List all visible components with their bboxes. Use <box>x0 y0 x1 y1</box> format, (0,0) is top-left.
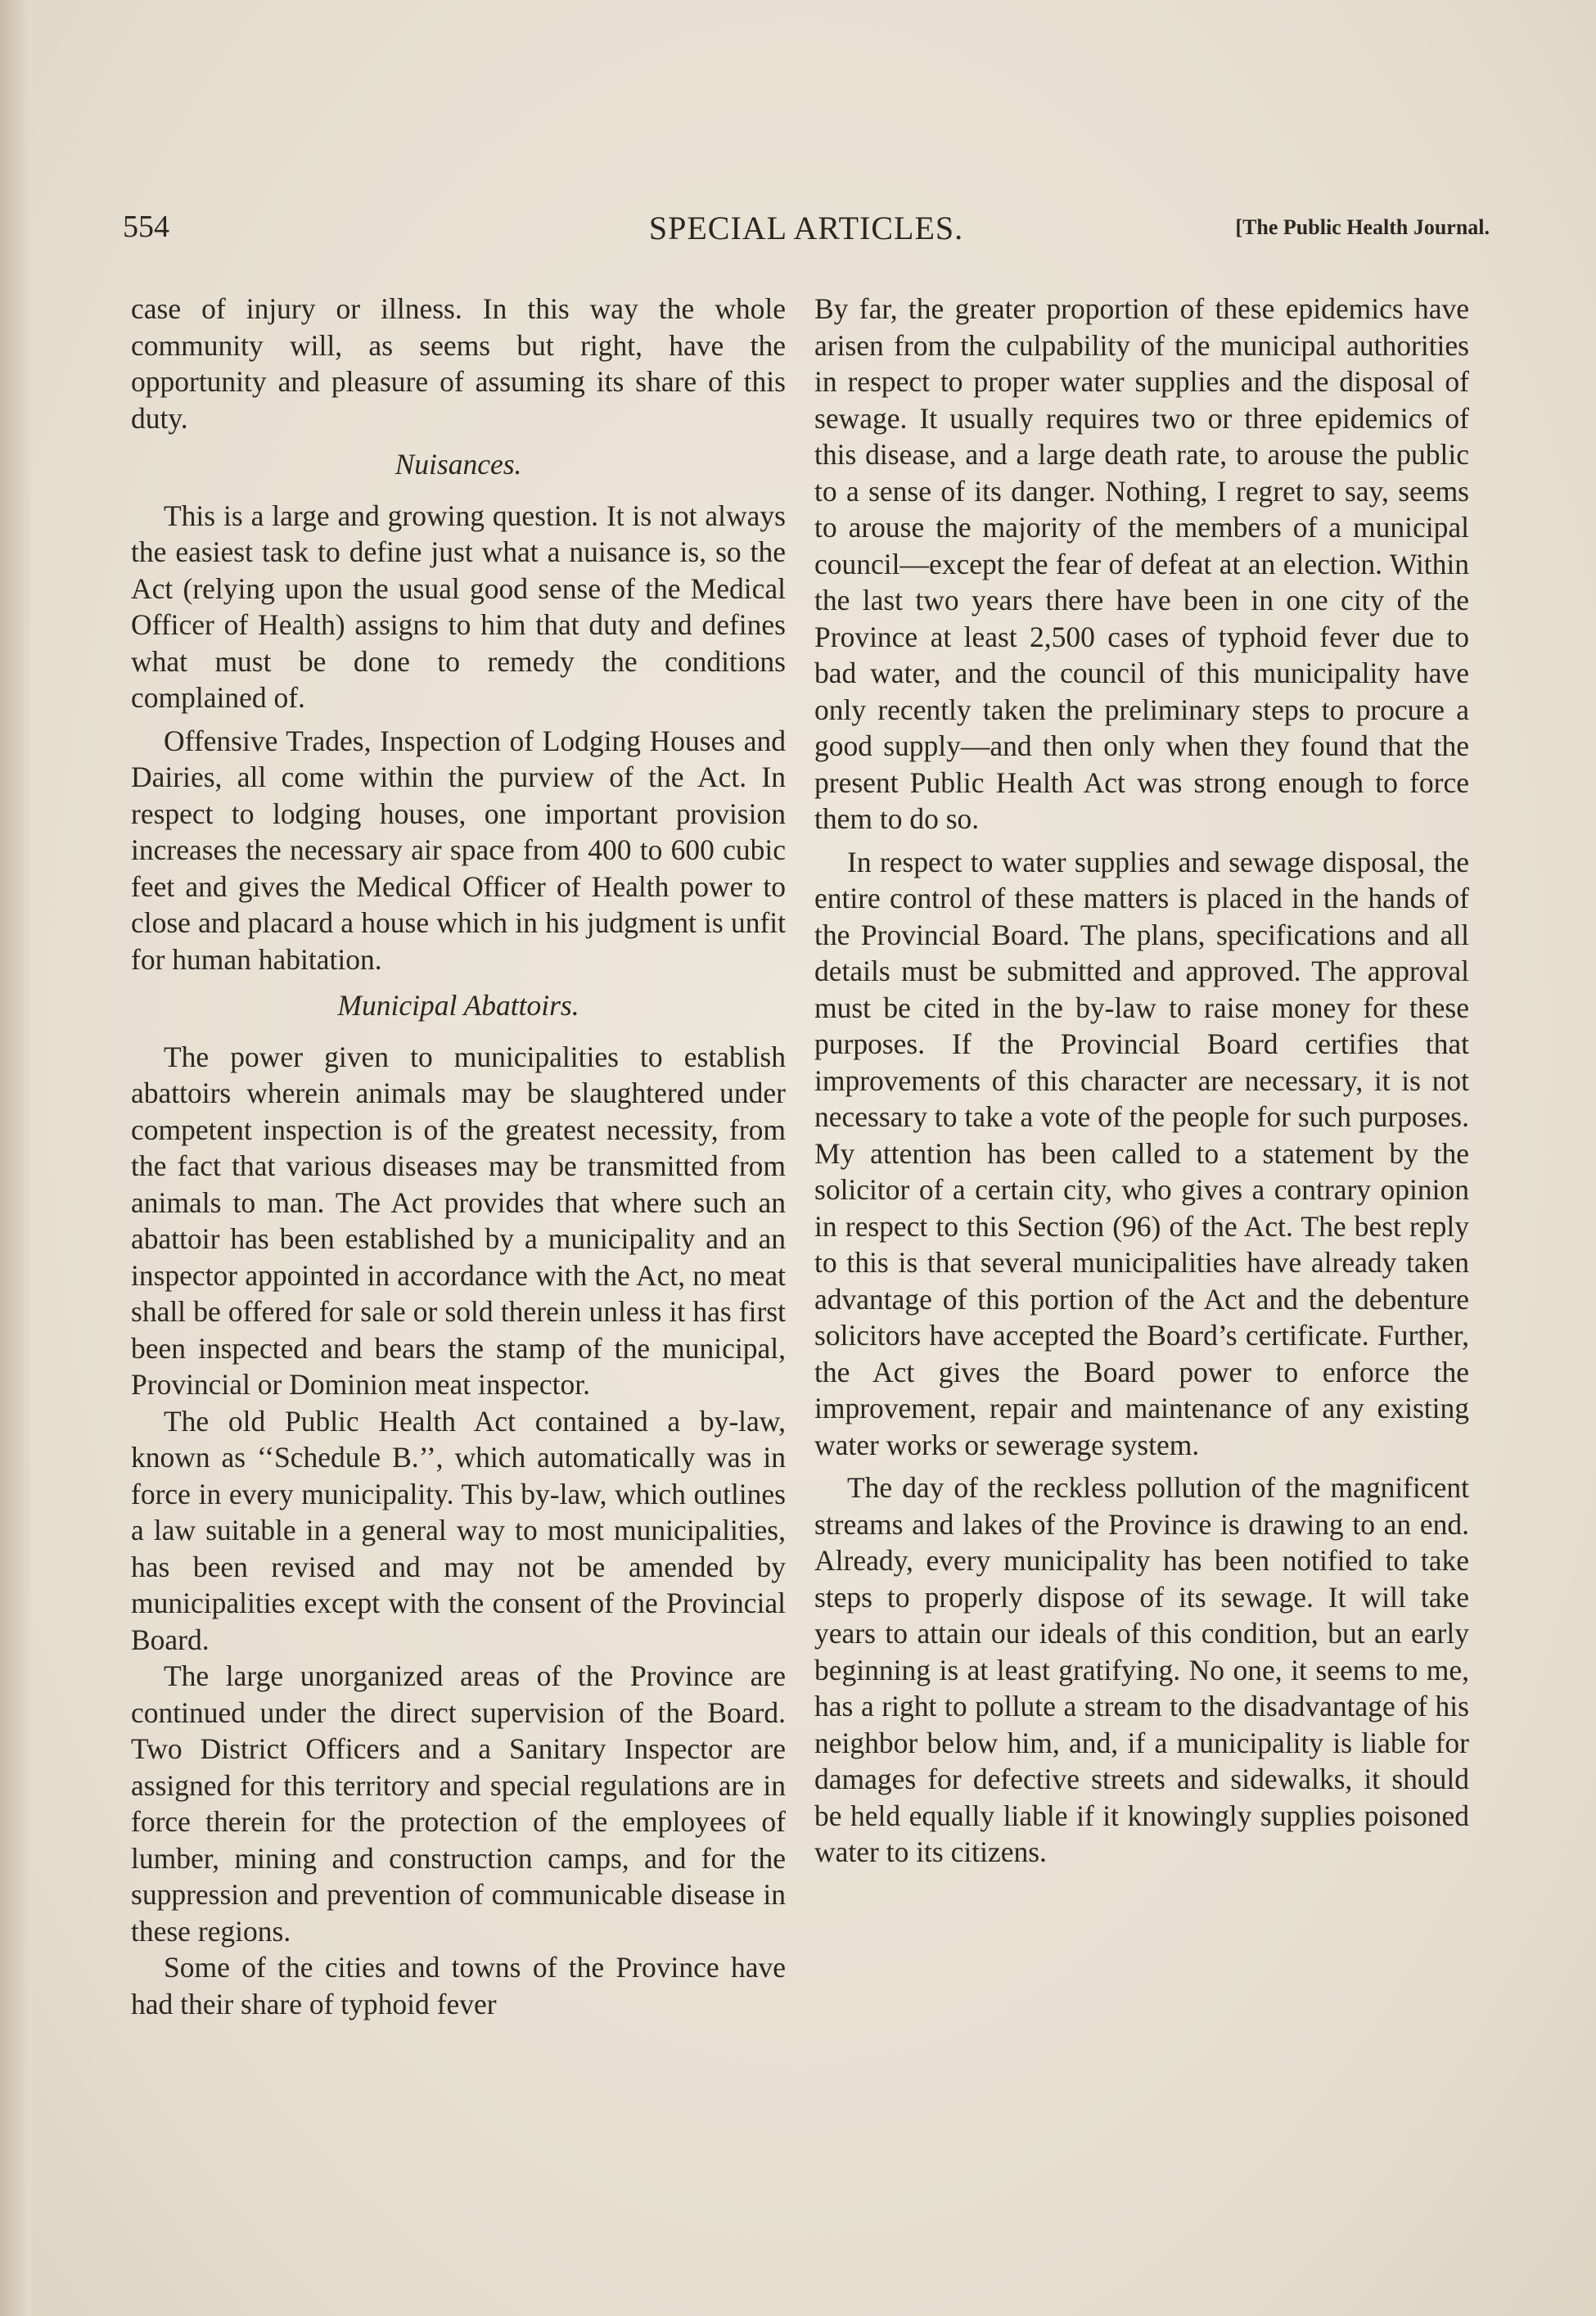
paragraph: This is a large and growing question. It is not always the easiest task to define just what a nuisance is, so the Act (relying upon the usual good sense of the Medical Officer of Health) assigns to him that duty and defines what must be done to remedy the conditions complained of. <box>131 499 786 714</box>
page-header <box>123 209 1490 258</box>
paragraph: The large unorganized areas of the Province are continued under the direct supervision of the Board. Two District Officers and a Sanitary Inspector are assigned for this territory and special regulations are in force therein for the protection of the employees of lumber, mining and construction camps, and for the suppression and prevention of communicable disease in these regions. <box>131 1659 786 1948</box>
section-heading-nuisances: Nuisances. <box>394 448 522 481</box>
section-heading-abattoirs: Municipal Abattoirs. <box>337 989 579 1022</box>
paragraph: The power given to municipalities to establish abattoirs wherein animals may be slaughtered under competent inspection is of the greatest necessity, from the fact that various diseases may be transmitted from animals to man. The Act provides that where such an abattoir has been established by a municipality and an inspector appointed in accordance with the Act, no meat shall be offered for sale or sold therein unless it has first been inspected and bears the stamp of the municipal, Provincial or Dominion meat inspector. <box>131 1040 786 1401</box>
journal-reference: [The Public Health Journal. <box>1235 215 1490 239</box>
paragraph: case of injury or illness. In this way the whole community will, as seems but right, have the opportunity and pleasure of assuming its share of this duty. <box>131 292 786 435</box>
paragraph: Some of the cities and towns of the Province have had their share of typhoid fever <box>131 1951 786 2020</box>
right-column <box>814 291 1469 1871</box>
paragraph: In respect to water supplies and sewage disposal, the entire control of these matters is placed in the hands of the Provincial Board. The plans, specifications and all details must be submitted and approved. The approval must be cited in the by-law to raise money for these purposes. If the Provincial Board certifies that improvements of this character are necessary, it is not necessary to take a vote of the people for such purposes. My attention has been called to a statement by the solicitor of a certain city, who gives a contrary opinion in respect to this Section (96) of the Act. The best reply to this is that several municipalities have already taken advantage of this portion of the Act and the debenture solicitors have accepted the Board’s certificate. Further, the Act gives the Board power to enforce the improvement, repair and maintenance of any existing water works or sewerage system. <box>814 845 1469 1461</box>
paragraph: The old Public Health Act contained a by-law, known as ‘‘Schedule B.’’, which automatically was in force in every municipality. This by-law, which outlines a law suitable in a general way to most municipalities, has been revised and may not be amended by municipalities except with the consent of the Provincial Board. <box>131 1404 786 1656</box>
book-spine-shadow <box>0 0 31 2316</box>
running-title: SPECIAL ARTICLES. <box>648 210 964 246</box>
page-number: 554 <box>123 210 169 244</box>
paragraph: Offensive Trades, Inspection of Lodging Houses and Dairies, all come within the purview of the Act. In respect to lodging houses, one important provision increases the necessary air space from 400 to 600 cubic feet and gives the Medical Officer of Health power to close and placard a house which in his judgment is unfit for human habitation. <box>131 724 786 976</box>
paragraph: The day of the reckless pollution of the magnificent streams and lakes of the Province is drawing to an end. Already, every municipality has been notified to take steps to properly dispose of its sewage. It will take years to attain our ideals of this condition, but an early beginning is at least gratifying. No one, it seems to me, has a right to pollute a stream to the disadvantage of his neighbor below him, and, if a municipality is liable for damages for defective streets and sidewalks, it should be held equally liable if it knowingly supplies poisoned water to its citizens. <box>814 1471 1469 1868</box>
left-column <box>131 291 786 2022</box>
paragraph: By far, the greater proportion of these epidemics have arisen from the culpability of the municipal authorities in respect to proper water supplies and the disposal of sewage. It usually requires two or three epidemics of this disease, and a large death rate, to arouse the public to a sense of its danger. Nothing, I regret to say, seems to arouse the majority of the members of a municipal council—except the fear of defeat at an election. Within the last two years there have been in one city of the Province at least 2,500 cases of typhoid fever due to bad water, and the council of this municipality have only recently taken the preliminary steps to procure a good supply—and then only when they found that the present Public Health Act was strong enough to force them to do so. <box>814 292 1469 835</box>
